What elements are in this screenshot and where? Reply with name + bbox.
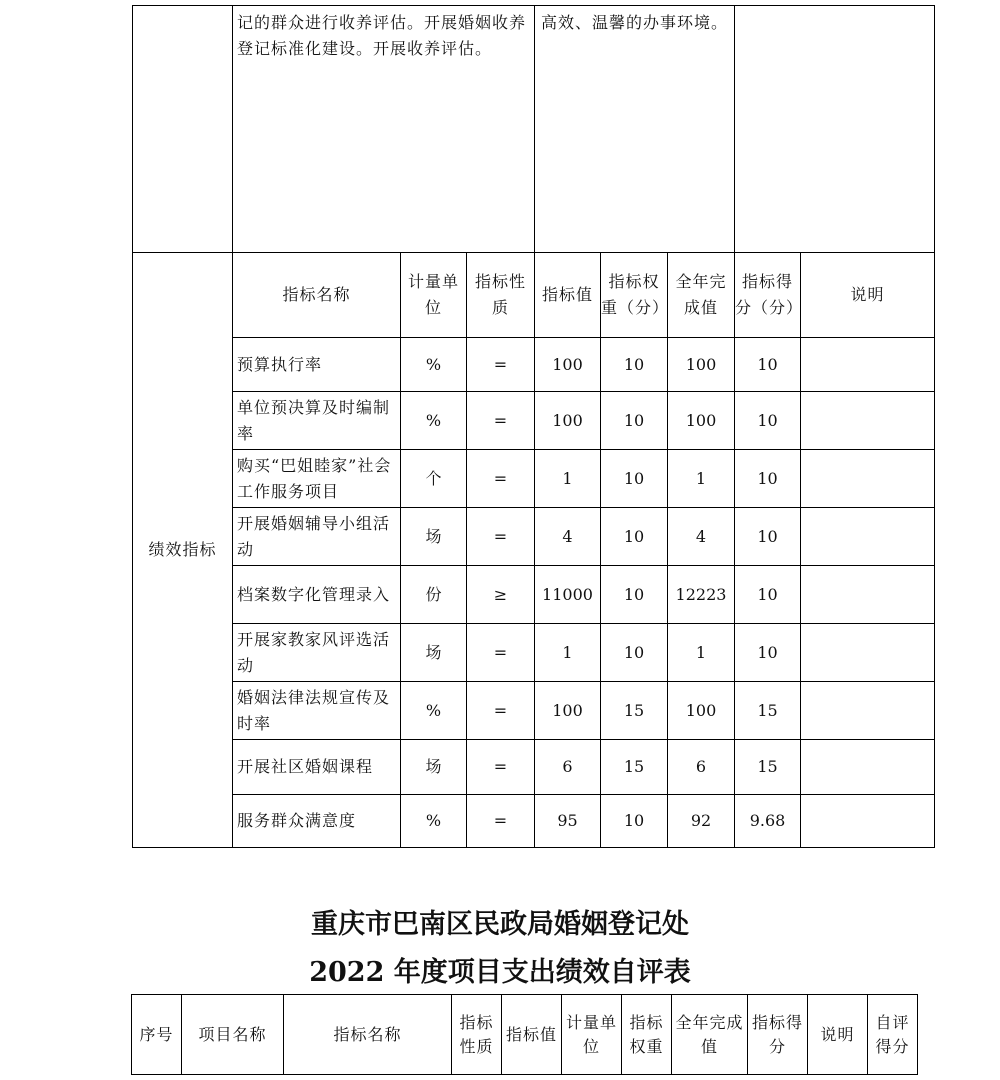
weight-cell: 10 <box>601 508 668 566</box>
note-cell <box>801 450 935 508</box>
document-title-line1: 重庆市巴南区民政局婚姻登记处 <box>311 909 689 940</box>
header-score: 指标得分 <box>748 995 808 1075</box>
header-note: 说明 <box>801 253 935 338</box>
weight-cell: 10 <box>601 450 668 508</box>
header-row <box>133 253 935 338</box>
table-row <box>133 624 935 682</box>
nature-cell: = <box>467 740 535 795</box>
section-label-cell: 绩效指标 <box>133 253 233 848</box>
table-row <box>133 740 935 795</box>
weight-cell: 10 <box>601 795 668 848</box>
table-row <box>133 392 935 450</box>
unit-cell: 场 <box>401 624 467 682</box>
note-cell <box>801 682 935 740</box>
nature-cell: = <box>467 795 535 848</box>
unit-cell: 份 <box>401 566 467 624</box>
unit-cell: % <box>401 392 467 450</box>
value-cell: 1 <box>535 624 601 682</box>
header-nature: 指标性质 <box>467 253 535 338</box>
note-cell <box>801 508 935 566</box>
note-cell <box>801 624 935 682</box>
weight-cell: 10 <box>601 624 668 682</box>
note-cell <box>801 338 935 392</box>
value-cell: 95 <box>535 795 601 848</box>
table-row <box>133 338 935 392</box>
header-seq: 序号 <box>132 995 182 1075</box>
table-row <box>133 450 935 508</box>
table-row <box>133 566 935 624</box>
header-score: 指标得分（分） <box>735 253 801 338</box>
table-row <box>133 682 935 740</box>
nature-cell: = <box>467 508 535 566</box>
nature-cell: = <box>467 338 535 392</box>
score-cell: 15 <box>735 682 801 740</box>
actual-cell: 12223 <box>668 566 735 624</box>
unit-cell: % <box>401 682 467 740</box>
header-value: 指标值 <box>535 253 601 338</box>
value-cell: 6 <box>535 740 601 795</box>
performance-table <box>132 5 935 848</box>
document-title-line2: 2022 年度项目支出绩效自评表 <box>309 957 691 988</box>
weight-cell: 15 <box>601 740 668 795</box>
note-cell <box>801 740 935 795</box>
header-actual: 全年完成值 <box>668 253 735 338</box>
actual-cell: 1 <box>668 624 735 682</box>
header-row <box>132 995 918 1075</box>
self-evaluation-table <box>131 994 918 1075</box>
indicator-name: 开展社区婚姻课程 <box>233 740 401 795</box>
score-cell: 9.68 <box>735 795 801 848</box>
indicator-name: 开展家教家风评选活动 <box>233 624 401 682</box>
header-indicator: 指标名称 <box>284 995 452 1075</box>
score-cell: 10 <box>735 566 801 624</box>
header-name: 指标名称 <box>233 253 401 338</box>
weight-cell: 15 <box>601 682 668 740</box>
actual-cell: 100 <box>668 392 735 450</box>
header-weight: 指标权重 <box>622 995 672 1075</box>
nature-cell: = <box>467 392 535 450</box>
indicator-name: 购买“巴姐睦家”社会工作服务项目 <box>233 450 401 508</box>
description-mid-cell: 高效、温馨的办事环境。 <box>535 6 735 253</box>
header-note: 说明 <box>808 995 868 1075</box>
indicator-name: 预算执行率 <box>233 338 401 392</box>
indicator-name: 开展婚姻辅导小组活动 <box>233 508 401 566</box>
weight-cell: 10 <box>601 338 668 392</box>
nature-cell: = <box>467 624 535 682</box>
actual-cell: 4 <box>668 508 735 566</box>
description-left-cell: 记的群众进行收养评估。开展婚姻收养登记标准化建设。开展收养评估。 <box>233 6 535 253</box>
nature-cell: ≥ <box>467 566 535 624</box>
empty-cell <box>133 6 233 253</box>
score-cell: 10 <box>735 508 801 566</box>
note-cell <box>801 795 935 848</box>
actual-cell: 100 <box>668 682 735 740</box>
header-unit: 计量单位 <box>401 253 467 338</box>
unit-cell: % <box>401 795 467 848</box>
value-cell: 1 <box>535 450 601 508</box>
value-cell: 4 <box>535 508 601 566</box>
header-value: 指标值 <box>502 995 562 1075</box>
weight-cell: 10 <box>601 392 668 450</box>
empty-cell <box>735 6 935 253</box>
nature-cell: = <box>467 450 535 508</box>
note-cell <box>801 566 935 624</box>
header-actual: 全年完成值 <box>672 995 748 1075</box>
score-cell: 10 <box>735 624 801 682</box>
value-cell: 11000 <box>535 566 601 624</box>
unit-cell: 场 <box>401 740 467 795</box>
header-nature: 指标性质 <box>452 995 502 1075</box>
score-cell: 10 <box>735 338 801 392</box>
unit-cell: % <box>401 338 467 392</box>
actual-cell: 92 <box>668 795 735 848</box>
value-cell: 100 <box>535 682 601 740</box>
nature-cell: = <box>467 682 535 740</box>
header-weight: 指标权重（分） <box>601 253 668 338</box>
unit-cell: 场 <box>401 508 467 566</box>
indicator-name: 单位预决算及时编制率 <box>233 392 401 450</box>
actual-cell: 100 <box>668 338 735 392</box>
indicator-name: 服务群众满意度 <box>233 795 401 848</box>
score-cell: 15 <box>735 740 801 795</box>
actual-cell: 6 <box>668 740 735 795</box>
weight-cell: 10 <box>601 566 668 624</box>
header-project: 项目名称 <box>182 995 284 1075</box>
note-cell <box>801 392 935 450</box>
score-cell: 10 <box>735 450 801 508</box>
value-cell: 100 <box>535 338 601 392</box>
table-row <box>133 508 935 566</box>
description-row <box>133 6 935 253</box>
indicator-name: 档案数字化管理录入 <box>233 566 401 624</box>
unit-cell: 个 <box>401 450 467 508</box>
indicator-name: 婚姻法律法规宣传及时率 <box>233 682 401 740</box>
header-self-score: 自评得分 <box>868 995 918 1075</box>
actual-cell: 1 <box>668 450 735 508</box>
value-cell: 100 <box>535 392 601 450</box>
header-unit: 计量单位 <box>562 995 622 1075</box>
score-cell: 10 <box>735 392 801 450</box>
table-row <box>133 795 935 848</box>
